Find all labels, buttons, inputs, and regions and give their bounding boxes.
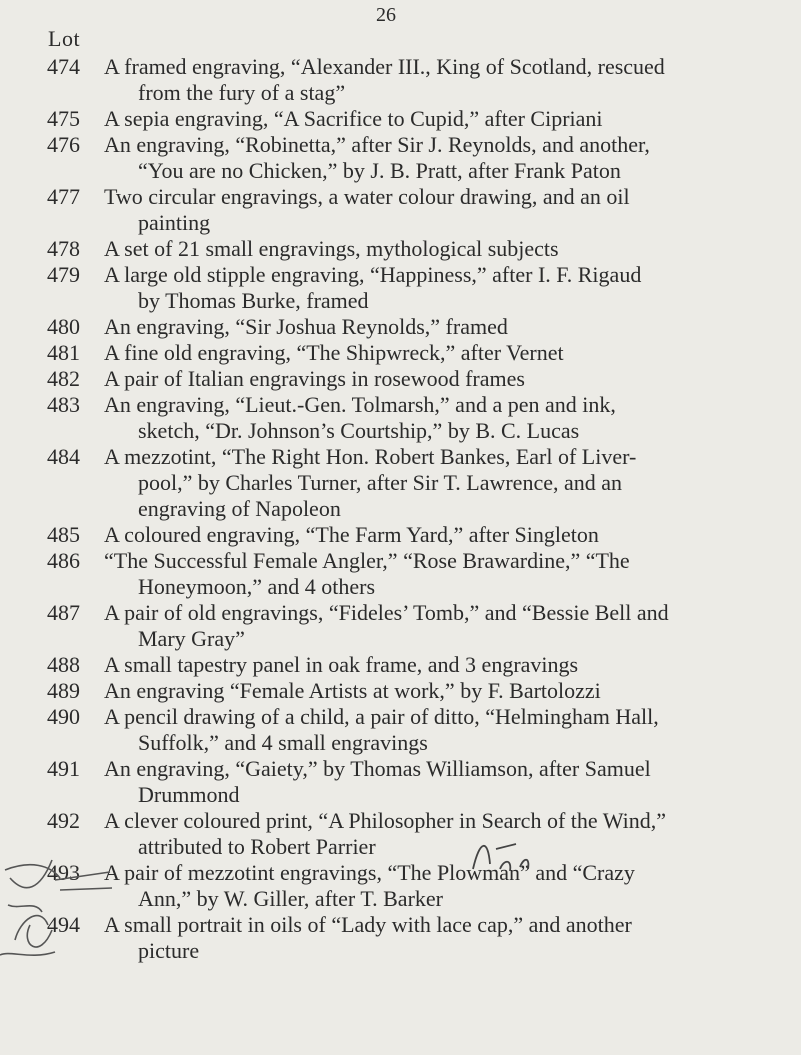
lot-description-line: A fine old engraving, “The Shipwreck,” after Vernet: [104, 340, 564, 365]
lot-description: [104, 548, 794, 600]
lot-description-line: A coloured engraving, “The Farm Yard,” after Singleton: [104, 522, 599, 547]
lot-description-line: engraving of Napoleon: [138, 496, 341, 521]
lot-number: 485: [47, 522, 80, 547]
lot-description: [104, 340, 794, 366]
lot-column-header: Lot: [48, 26, 81, 51]
lot-description-line: A set of 21 small engravings, mythological subjects: [104, 236, 559, 261]
lot-number: 487: [47, 600, 80, 625]
lot-description-line: An engraving “Female Artists at work,” by F. Bartolozzi: [104, 678, 601, 703]
lot-description-line: from the fury of a stag”: [138, 80, 346, 105]
lot-description-line: attributed to Robert Parrier: [138, 834, 376, 859]
lot-description: [104, 756, 794, 808]
lot-description: [104, 106, 794, 132]
lot-description-line: Two circular engravings, a water colour drawing, and an oil: [104, 184, 630, 209]
lot-description-line: A small portrait in oils of “Lady with lace cap,” and another: [104, 912, 632, 937]
lot-description: [104, 236, 794, 262]
lot-description: [104, 444, 794, 522]
lot-number: 492: [47, 808, 80, 833]
lot-description-line: An engraving, “Robinetta,” after Sir J. Reynolds, and another,: [104, 132, 650, 157]
lot-description: [104, 652, 794, 678]
lot-description-line: A pencil drawing of a child, a pair of ditto, “Helmingham Hall,: [104, 704, 659, 729]
lot-description-line: pool,” by Charles Turner, after Sir T. Lawrence, and an: [138, 470, 622, 495]
lot-description: [104, 704, 794, 756]
lot-description: [104, 262, 794, 314]
lot-description-line: An engraving, “Gaiety,” by Thomas Williamson, after Samuel: [104, 756, 651, 781]
lot-number: 478: [47, 236, 80, 261]
lot-description-line: Drummond: [138, 782, 240, 807]
lot-number: 481: [47, 340, 80, 365]
lot-description-line: “You are no Chicken,” by J. B. Pratt, after Frank Paton: [138, 158, 621, 183]
lot-description-line: A sepia engraving, “A Sacrifice to Cupid,” after Cipriani: [104, 106, 603, 131]
lot-description-line: A clever coloured print, “A Philosopher in Search of the Wind,”: [104, 808, 667, 833]
lot-description-line: A small tapestry panel in oak frame, and 3 engravings: [104, 652, 579, 677]
lot-description: [104, 808, 794, 860]
page-number: 26: [376, 4, 396, 26]
lot-description-line: picture: [138, 938, 200, 963]
lot-description: [104, 132, 794, 184]
lot-number: 479: [47, 262, 80, 287]
lot-number: 480: [47, 314, 80, 339]
lot-number: 493: [47, 860, 80, 885]
lot-number: 483: [47, 392, 80, 417]
lot-number: 482: [47, 366, 80, 391]
lot-number: 488: [47, 652, 80, 677]
lot-description-line: Mary Gray”: [138, 626, 245, 651]
lot-description-line: “The Successful Female Angler,” “Rose Brawardine,” “The: [104, 548, 630, 573]
lot-description-line: A pair of old engravings, “Fideles’ Tomb,” and “Bessie Bell and: [104, 600, 669, 625]
lot-description-line: An engraving, “Lieut.-Gen. Tolmarsh,” and a pen and ink,: [104, 392, 616, 417]
lot-description-line: Honeymoon,” and 4 others: [138, 574, 376, 599]
lot-description-line: painting: [138, 210, 211, 235]
pencil-price-note: [468, 829, 548, 879]
lot-description-line: by Thomas Burke, framed: [138, 288, 369, 313]
lot-number: 475: [47, 106, 80, 131]
lot-description: [104, 314, 794, 340]
lot-number: 490: [47, 704, 80, 729]
lot-description-line: A framed engraving, “Alexander III., King of Scotland, rescued: [104, 54, 665, 79]
lot-description-line: sketch, “Dr. Johnson’s Courtship,” by B. C. Lucas: [138, 418, 580, 443]
lot-description: [104, 366, 794, 392]
lot-number: 491: [47, 756, 80, 781]
lot-description-line: A mezzotint, “The Right Hon. Robert Bankes, Earl of Liver-: [104, 444, 637, 469]
lot-description-line: An engraving, “Sir Joshua Reynolds,” framed: [104, 314, 508, 339]
lot-number: 494: [47, 912, 80, 937]
lot-description: [104, 678, 794, 704]
lot-description-line: Suffolk,” and 4 small engravings: [138, 730, 428, 755]
pencil-scribble-mark: [0, 850, 120, 970]
lot-description: [104, 600, 794, 652]
lot-description: [104, 860, 794, 912]
lot-description: [104, 912, 794, 964]
lot-number: 489: [47, 678, 80, 703]
lot-description: [104, 184, 794, 236]
lot-description-line: Ann,” by W. Giller, after T. Barker: [138, 886, 443, 911]
lot-description-line: A pair of Italian engravings in rosewood frames: [104, 366, 525, 391]
lot-description-line: A large old stipple engraving, “Happiness,” after I. F. Rigaud: [104, 262, 642, 287]
lot-number: 477: [47, 184, 80, 209]
lot-number: 486: [47, 548, 80, 573]
lot-description: [104, 522, 794, 548]
lot-number: 474: [47, 54, 80, 79]
lot-description-line: A pair of mezzotint engravings, “The Plowman” and “Crazy: [104, 860, 635, 885]
lot-number: 476: [47, 132, 80, 157]
lot-description: [104, 392, 794, 444]
lot-description: [104, 54, 794, 106]
lot-number: 484: [47, 444, 80, 469]
